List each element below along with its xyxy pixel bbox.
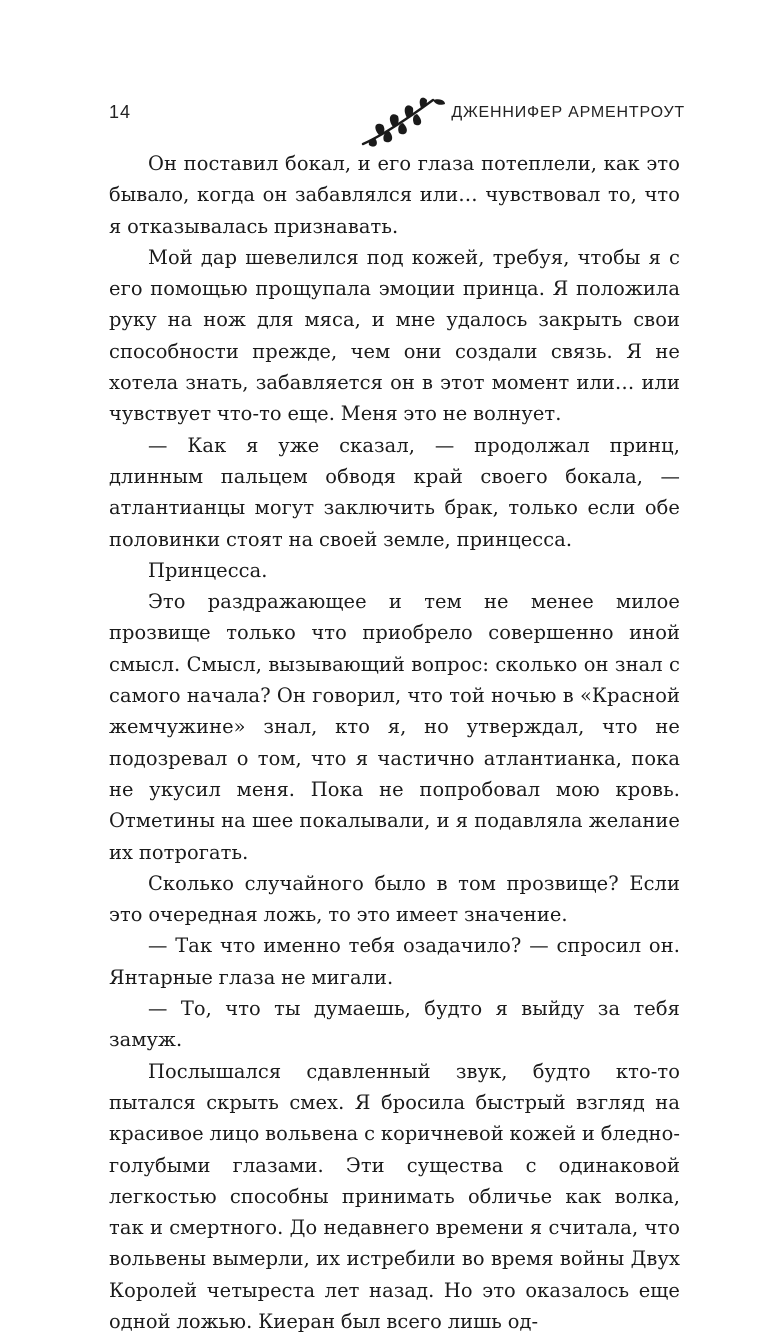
running-head <box>359 100 685 148</box>
body-text <box>109 148 680 1337</box>
author-name: ДЖЕННИФЕР АРМЕНТРОУТ <box>451 104 685 121</box>
paragraph: Он поставил бокал, и его глаза потеплели, как это бывало, когда он забавлялся или… чувствовал то, что я отказывалась признавать. <box>109 152 680 238</box>
page-number: 14 <box>109 102 132 122</box>
paragraph: Мой дар шевелился под кожей, требуя, чтобы я с его помощью прощупала эмоции принца. Я положила руку на нож для мяса, и мне удалось закрыть свои способности прежде, чем они создали связь. Я не хотела знать, забавляется он в этот момент или… или чувствует что-то еще. Меня это не волнует. <box>109 245 680 426</box>
paragraph: Сколько случайного было в том прозвище? Если это очередная ложь, то это имеет значение. <box>109 871 680 927</box>
paragraph: — Так что именно тебя озадачило? — спросил он. Янтарные глаза не мигали. <box>109 934 680 989</box>
paragraph: Это раздражающее и тем не менее милое прозвище только что приобрело совершенно иной смысл. Смысл, вызывающий вопрос: сколько он знал с самого начала? Он говорил, что той ночью в «Красной жемчужине» знал, кто я, но утверждал, что не подозревал о том, что я частично атлантианка, пока не укусил меня. Пока не попробовал мою кровь. Отметины на шее покалывали, и я подавляла желание их потрогать. <box>109 590 680 864</box>
running-header <box>109 92 685 152</box>
paragraph: — То, что ты думаешь, будто я выйду за тебя замуж. <box>109 997 680 1052</box>
laurel-branch-icon <box>359 96 447 148</box>
paragraph: Послышался сдавленный звук, будто кто-то пытался скрыть смех. Я бросила быстрый взгляд на красивое лицо вольвена с коричневой кожей и бледно-голубыми глазами. Эти существа с одинаковой легкостью способны принимать обличье как волка, так и смертного. До недавнего времени я считала, что вольвены вымерли, их истребили во время войны Двух Королей четыреста лет назад. Но это оказалось еще одной ложью. Киеран был всего лишь од- <box>109 1059 680 1333</box>
paragraph: Принцесса. <box>148 558 268 582</box>
paragraph: — Как я уже сказал, — продолжал принц, длинным пальцем обводя край своего бокала, — атлантианцы могут заключить брак, только если обе половинки стоят на своей земле, принцесса. <box>109 433 680 551</box>
